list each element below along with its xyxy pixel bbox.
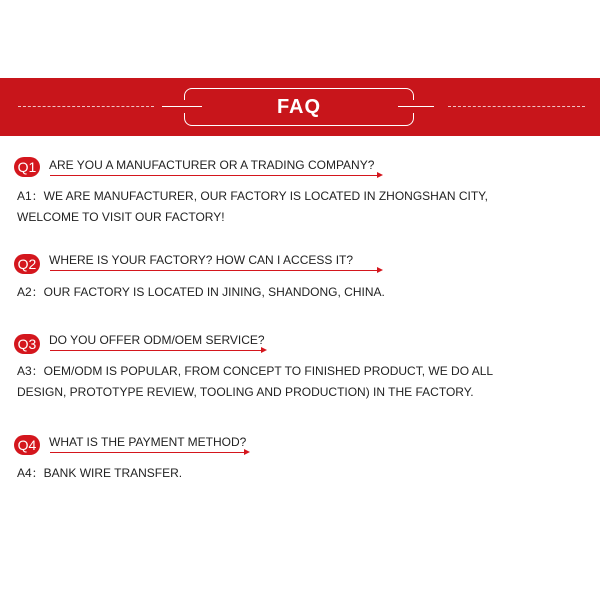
question-badge-q4: Q4 xyxy=(14,435,40,455)
faq-banner xyxy=(0,78,600,136)
banner-dashed-line-left xyxy=(18,106,154,107)
question-text-q2: WHERE IS YOUR FACTORY? HOW CAN I ACCESS IT? xyxy=(49,253,354,267)
answer-text-a1: A1：WE ARE MANUFACTURER, OUR FACTORY IS LOCATED IN ZHONGSHAN CITY, WELCOME TO VISIT OUR FACTORY! xyxy=(17,189,488,224)
question-underline-arrow-q4 xyxy=(50,452,245,453)
question-underline-arrow-q3 xyxy=(50,350,262,351)
answer-text-a4: A4：BANK WIRE TRANSFER. xyxy=(17,466,183,480)
question-badge-q3: Q3 xyxy=(14,334,40,354)
answer-text-a2: A2：OUR FACTORY IS LOCATED IN JINING, SHANDONG, CHINA. xyxy=(17,285,385,299)
question-underline-arrow-q1 xyxy=(50,175,378,176)
question-text-q3: DO YOU OFFER ODM/OEM SERVICE? xyxy=(49,333,265,347)
question-text-q1: ARE YOU A MANUFACTURER OR A TRADING COMPANY? xyxy=(49,158,375,172)
question-badge-q2: Q2 xyxy=(14,254,40,274)
question-underline-arrow-q2 xyxy=(50,270,378,271)
page-title: FAQ xyxy=(276,96,322,118)
answer-text-a3: A3：OEM/ODM IS POPULAR, FROM CONCEPT TO FINISHED PRODUCT, WE DO ALL DESIGN, PROTOTYPE REVIEW, TOOLING AND PRODUCTION) IN THE FACTORY. xyxy=(17,364,494,399)
question-text-q4: WHAT IS THE PAYMENT METHOD? xyxy=(49,435,247,449)
banner-dashed-line-right xyxy=(448,106,585,107)
question-badge-q1: Q1 xyxy=(14,157,40,177)
